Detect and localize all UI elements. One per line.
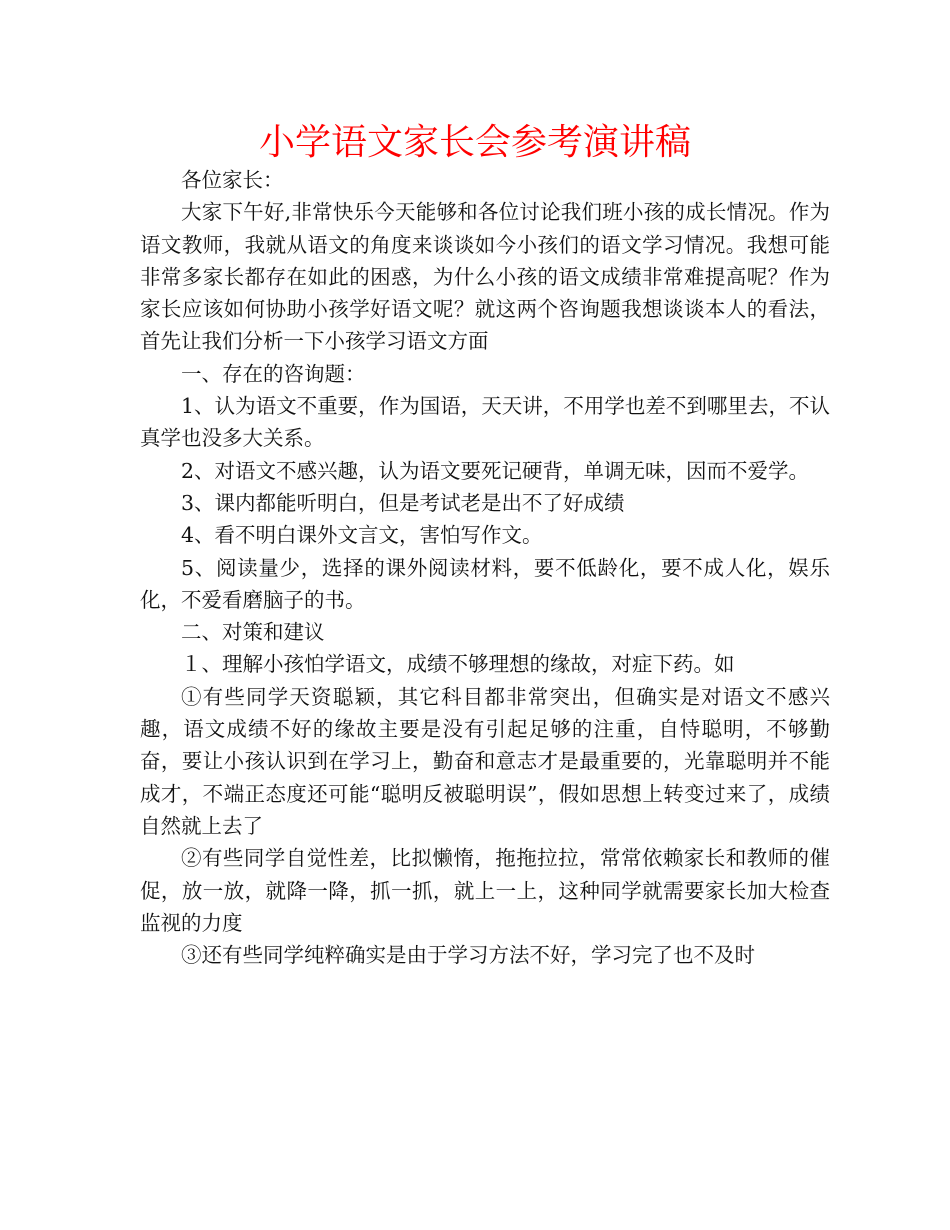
sub-item-circled-2: ②有些同学自觉性差，比拟懒惰，拖拖拉拉，常常依赖家长和教师的催促，放一放，就降一降，抓一抓，就上一上，这种同学就需要家长加大检查监视的力度	[140, 846, 830, 935]
list-item-problem-2: 2、对语文不感兴趣，认为语文要死记硬背，单调无味，因而不爱学。	[181, 458, 810, 483]
list-item-problem-5: 5、阅读量少，选择的课外阅读材料，要不低龄化，要不成人化，娱乐化，不爱看磨脑子的书。	[140, 555, 830, 612]
list-item-problem-3: 3、课内都能听明白，但是考试老是出不了好成绩	[181, 490, 625, 515]
paragraph-intro: 大家下午好,非常快乐今天能够和各位讨论我们班小孩的成长情况。作为语文教师，我就从语文的角度来谈谈如今小孩们的语文学习情况。我想可能非常多家长都存在如此的困惑，为什么小孩的语文成绩非常难提高呢？作为家长应该如何协助小孩学好语文呢？就这两个咨询题我想谈谈本人的看法，首先让我们分析一下小孩学习语文方面	[140, 200, 830, 354]
list-item-suggestion-1: １、理解小孩怕学语文，成绩不够理想的缘故，对症下药。如	[181, 652, 735, 677]
section-heading-problems: 一、存在的咨询题：	[181, 361, 366, 386]
paragraph-salutation: 各位家长：	[181, 168, 284, 192]
document-body	[140, 164, 830, 971]
list-item-problem-4: 4、看不明白课外文言文，害怕写作文。	[181, 523, 543, 548]
list-item-problem-1: 1、认为语文不重要，作为国语，天天讲，不用学也差不到哪里去，不认真学也没多大关系。	[140, 394, 830, 451]
section-heading-suggestions: 二、对策和建议	[181, 620, 325, 645]
sub-item-circled-3: ③还有些同学纯粹确实是由于学习方法不好，学习完了也不及时	[181, 943, 755, 968]
document-title: 小学语文家长会参考演讲稿	[258, 122, 691, 163]
sub-item-circled-1: ①有些同学天资聪颖，其它科目都非常突出，但确实是对语文不感兴趣，语文成绩不好的缘故主要是没有引起足够的注重，自恃聪明，不够勤奋，要让小孩认识到在学习上，勤奋和意志才是最重要的，光靠聪明并不能成才，不端正态度还可能“聪明反被聪明误”，假如思想上转变过来了，成绩自然就上去了	[140, 684, 830, 838]
